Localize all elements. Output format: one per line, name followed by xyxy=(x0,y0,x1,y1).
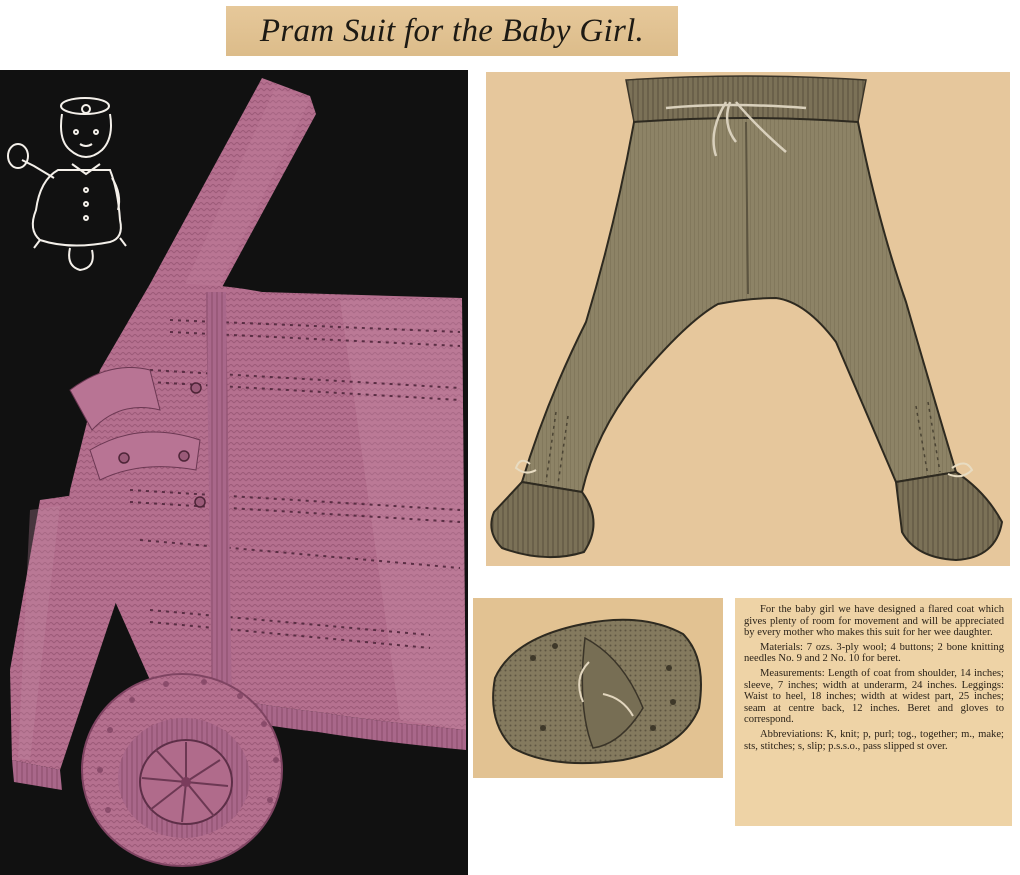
leggings-illustration-panel xyxy=(486,72,1010,566)
baby-outline-drawing xyxy=(8,98,126,270)
coat-and-beret-illustration xyxy=(0,70,468,875)
page-title: Pram Suit for the Baby Girl. xyxy=(259,12,645,49)
coat-photo-panel xyxy=(0,70,468,875)
abbreviations-paragraph: Abbreviations: K, knit; p, purl; tog., together; m., make; sts, stitches; s, slip; p.s.s.o., pass slipped st over. xyxy=(744,728,1004,752)
intro-paragraph: For the baby girl we have designed a flared coat which gives plenty of room for movement and will be appreciated by every mother who makes this suit for her wee daughter. xyxy=(744,604,1004,639)
materials-paragraph: Materials: 7 ozs. 3-ply wool; 4 buttons; 2 bone knitting needles No. 9 and 2 No. 10 for beret. xyxy=(744,641,1004,665)
bootees-illustration xyxy=(473,598,723,778)
title-plate xyxy=(226,6,678,56)
measurements-paragraph: Measurements: Length of coat from shoulder, 14 inches; sleeve, 7 inches; width at underarm, 24 inches. Leggings: Waist to heel, 18 inches; width at widest part, 25 inches; seam at centre back, 12 inches. Beret and gloves to correspond. xyxy=(744,667,1004,726)
beret xyxy=(82,674,282,866)
pattern-description xyxy=(735,598,1012,826)
leggings-illustration xyxy=(486,72,1010,566)
bootees-illustration-panel xyxy=(473,598,723,778)
